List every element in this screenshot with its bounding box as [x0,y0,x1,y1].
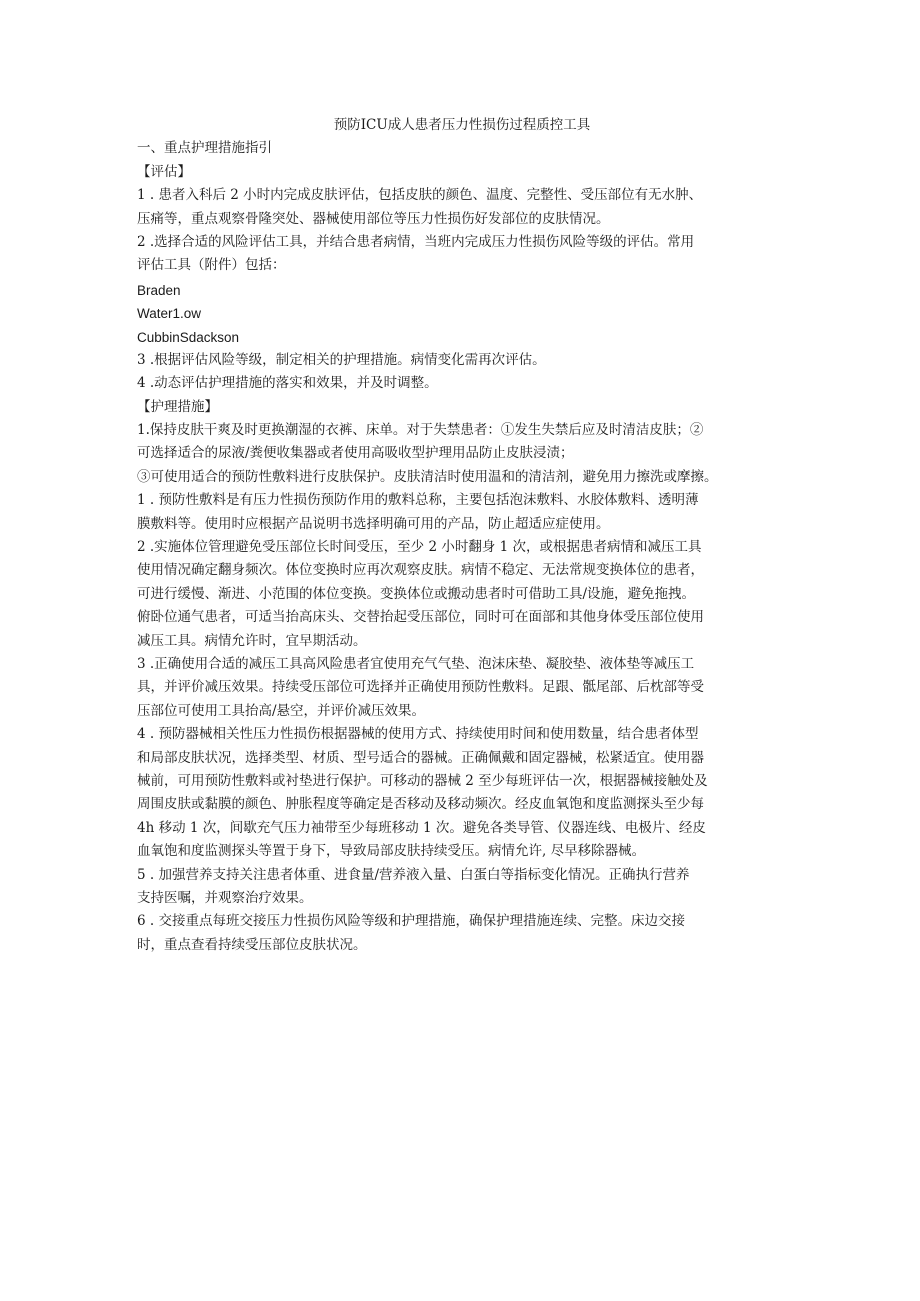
care-paragraph-devices: 4 . 预防器械相关性压力性损伤根据器械的使用方式、持续使用时间和使用数量，结合患者体型 和局部皮肤状况，选择类型、材质、型号适合的器械。正确佩戴和固定器械，松紧适宜。使用器 械前，可用预防性敷料或衬垫进行保护。可移动的器械 2 至少每班评估一次，根据器械接触处及 周围皮肤或黏膜的颜色、肿胀程度等确定是否移动及移动频次。经皮血氧饱和度监测探头至少每 4h 移动 1 次，间歇充气压力袖带至少每班移动 1 次。避免各类导管、仪器连线、电极片、经皮 血氧饱和度监测探头等置于身下，导致局部皮肤持续受压。病情允许, 尽早移除器械。 [137,726,708,860]
care-paragraph-dressing: 1 . 预防性敷料是有压力性损伤预防作用的敷料总称，主要包括泡沫敷料、水胶体敷料、透明薄 膜敷料等。使用时应根据产品说明书选择明确可用的产品，防止超适应症使用。 [137,492,699,532]
care-paragraph-position: 2 .实施体位管理避免受压部位长时间受压，至少 2 小时翻身 1 次，或根据患者病情和减压工具 使用情况确定翻身频次。体位变换时应再次观察皮肤。病情不稳定、无法常规变换体位的患者， 可进行缓慢、渐进、小范围的体位变换。变换体位或搬动患者时可借助工具/设施，避免拖拽。 俯卧位通气患者，可适当抬高床头、交替抬起受压部位，同时可在面部和其他身体受压部位使用 减压工具。病情允许时，宜早期活动。 [137,539,704,649]
care-paragraph-1: 1.保持皮肤干爽及时更换潮湿的衣裤、床单。对于失禁患者：①发生失禁后应及时清洁皮肤；② 可选择适合的尿液/粪便收集器或者使用高吸收型护理用品防止皮肤浸渍； ③可使用适合的预防性敷料进行皮肤保护。皮肤清洁时使用温和的清洁剂，避免用力擦洗或摩擦。 [137,422,718,485]
assess-item-1: 1 . 患者入科后 2 小时内完成皮肤评估，包括皮肤的颜色、温度、完整性、受压部位有无水肿、 压痛等，重点观察骨隆突处、器械使用部位等压力性损伤好发部位的皮肤情况。 [137,187,703,227]
assess-item-2: 2 .选择合适的风险评估工具，并结合患者病情，当班内完成压力性损伤风险等级的评估。常用 评估工具（附件）包括： [137,233,695,274]
document-body [137,114,787,957]
care-paragraph-nutrition: 5 . 加强营养支持关注患者体重、进食量/营养液入量、白蛋白等指标变化情况。正确执行营养 支持医嘱，并观察治疗效果。 [137,866,690,906]
assess-item-4: 4 .动态评估护理措施的落实和效果，并及时调整。 [137,375,438,392]
document-title: 预防ICU成人患者压力性损伤过程质控工具 [333,117,591,133]
assess-tools-list [137,279,787,349]
tool-waterlow: Water1.ow [137,306,202,322]
care-heading: 【护理措施】 [137,398,218,415]
assess-heading: 【评估】 [137,163,191,180]
care-paragraph-handover: 6 . 交接重点每班交接压力性损伤风险等级和护理措施，确保护理措施连续、完整。床边交接 时，重点查看持续受压部位皮肤状况。 [137,913,685,953]
care-paragraph-relief-tools: 3 .正确使用合适的减压工具高风险患者宜使用充气气垫、泡沫床垫、凝胶垫、液体垫等减压工 具，并评价减压效果。持续受压部位可选择并正确使用预防性敷料。足跟、骶尾部、后枕部等受 压部位可使用工具抬高/悬空，并评价减压效果。 [137,655,704,719]
assess-item-3: 3 .根据评估风险等级，制定相关的护理措施。病情变化需再次评估。 [137,351,546,368]
tool-braden: Braden [137,282,181,298]
tool-cubbin-jackson: CubbinSdackson [137,329,240,345]
section-heading: 一、重点护理措施指引 [137,140,272,157]
